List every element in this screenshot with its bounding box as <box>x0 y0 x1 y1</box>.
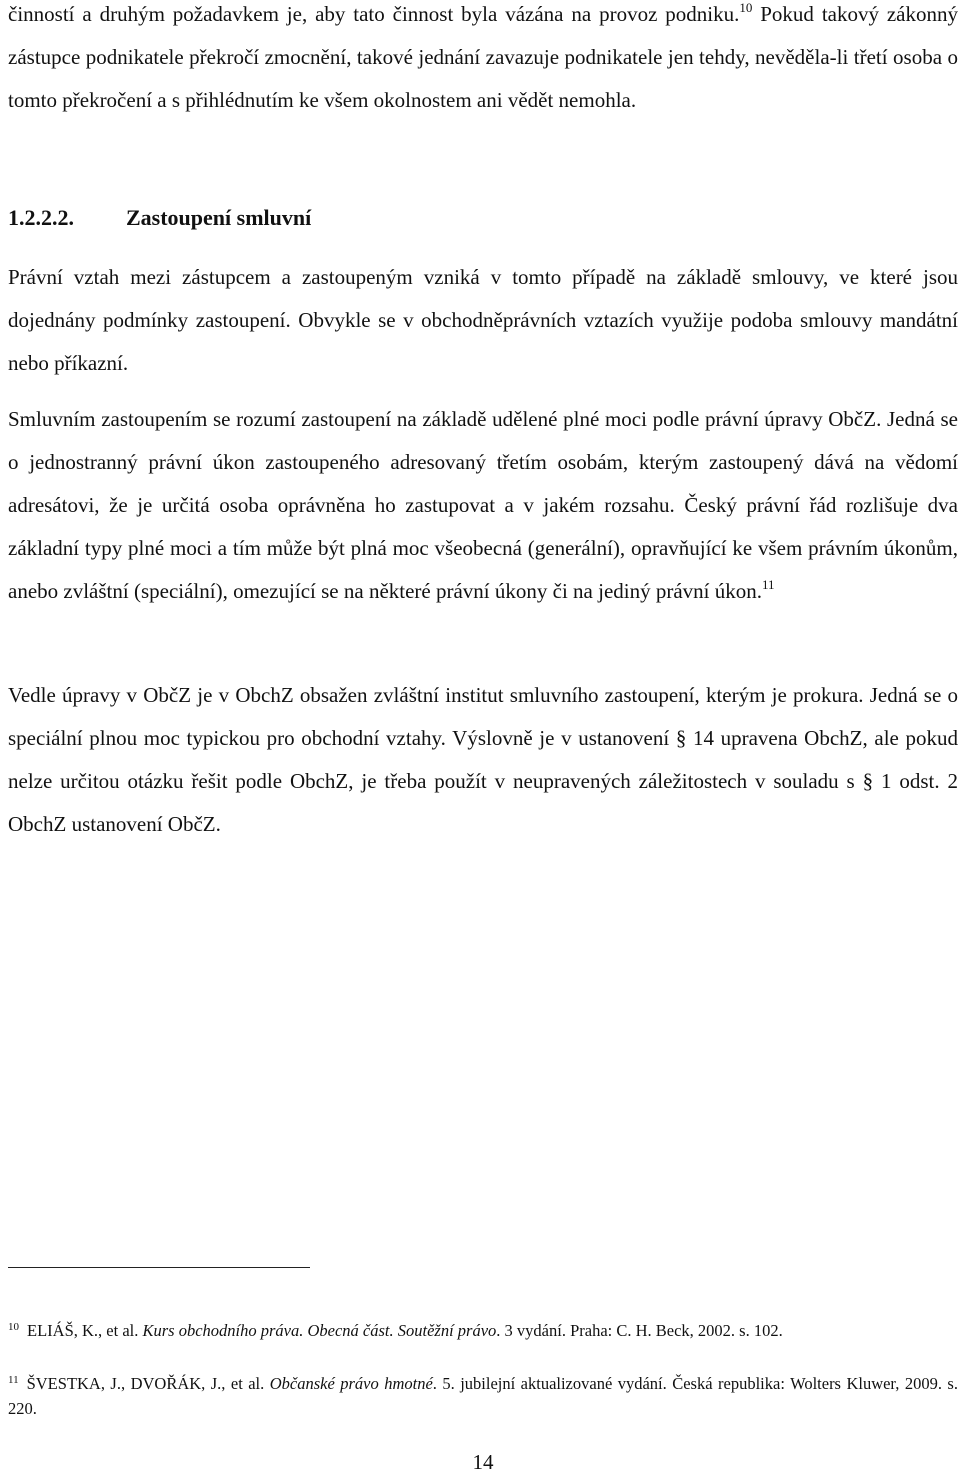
footnote-authors: ELIÁŠ, K., et al. <box>27 1321 143 1340</box>
footnote-title: Občanské právo hmotné <box>269 1374 433 1393</box>
paragraph-2-text: Smluvním zastoupením se rozumí zastoupení na základě udělené plné moci podle právní úpravy ObčZ. Jedná se o jednostranný právní úkon zastoupeného adresovaný třetím osobám, kterým zastoupený dává na vědomí adresátovi, že je určitá osoba oprávněna ho zastupovat a v jakém rozsahu. Český právní řád rozlišuje dva základní typy plné moci a tím může být plná moc všeobecná (generální), opravňující ke všem právním úkonům, anebo zvláštní (speciální), omezující se na některé právní úkony či na jediný právní úkon. <box>8 407 958 603</box>
document-page <box>8 0 958 1472</box>
footnote-10 <box>8 1318 958 1343</box>
footnote-11 <box>8 1371 958 1421</box>
footnote-title: Kurs obchodního práva. Obecná část. Soutěžní právo <box>142 1321 497 1340</box>
footnote-authors: ŠVESTKA, J., DVOŘÁK, J., et al. <box>26 1374 270 1393</box>
paragraph-3: Vedle úpravy v ObčZ je v ObchZ obsažen zvláštní institut smluvního zastoupení, kterým je prokura. Jedná se o speciální plnou moc typickou pro obchodní vztahy. Výslovně je v ustanovení § 14 upravena ObchZ, ale pokud nelze určitou otázku řešit podle ObchZ, je třeba použít v neupravených záležitostech v souladu s § 1 odst. 2 ObchZ ustanovení ObčZ. <box>8 683 958 836</box>
footnote-publication: . 5. jubilejní aktualizované vydání. Česká republika: Wolters Kluwer, 2009. s. 220. <box>8 1374 958 1418</box>
paragraph-2 <box>8 398 958 613</box>
footnote-publication: . 3 vydání. Praha: C. H. Beck, 2002. s. 102. <box>496 1321 783 1340</box>
paragraph-intro-text-after: Pokud takový zákonný zástupce podnikatele překročí zmocnění, takové jednání zavazuje podnikatele jen tehdy, nevěděla-li třetí osoba o tomto překročení a s přihlédnutím ke všem okolnostem ani vědět nemohla. <box>8 2 958 112</box>
footnote-separator <box>8 1267 310 1268</box>
page-number: 14 <box>472 1450 494 1474</box>
footnote-number: 11 <box>8 1374 19 1386</box>
section-heading <box>8 198 311 238</box>
footnote-number: 10 <box>8 1321 19 1333</box>
paragraph-intro <box>8 0 958 122</box>
footnote-reference-11: 11 <box>762 577 775 592</box>
footnote-reference-10: 10 <box>739 0 753 15</box>
paragraph-1: Právní vztah mezi zástupcem a zastoupeným vzniká v tomto případě na základě smlouvy, ve které jsou dojednány podmínky zastoupení. Obvykle se v obchodněprávních vztazích využije podoba smlouvy mandátní nebo příkazní. <box>8 265 958 375</box>
section-title: Zastoupení smluvní <box>126 205 312 230</box>
paragraph-intro-text-before: činností a druhým požadavkem je, aby tato činnost byla vázána na provoz podniku. <box>8 2 740 26</box>
section-number: 1.2.2.2. <box>8 205 74 230</box>
